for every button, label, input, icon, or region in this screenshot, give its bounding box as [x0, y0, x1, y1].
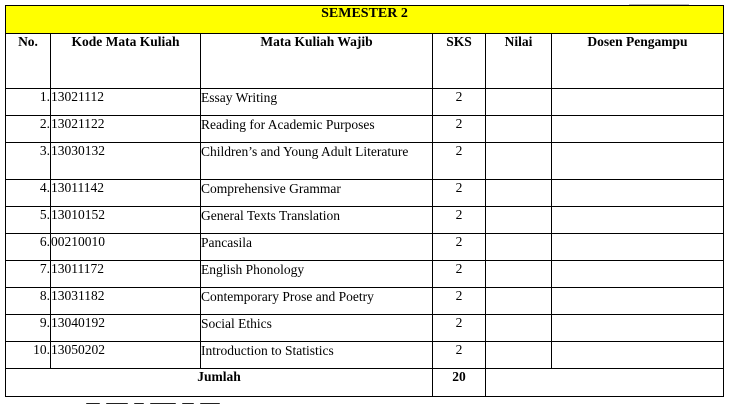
- row-kode: 13010152: [51, 207, 201, 234]
- row-no: 1.: [6, 89, 51, 116]
- row-mata-kuliah: General Texts Translation: [201, 207, 433, 234]
- row-mata-kuliah: Social Ethics: [201, 315, 433, 342]
- row-dosen: [552, 342, 724, 369]
- row-nilai: [486, 207, 552, 234]
- table-row: [6, 288, 724, 315]
- row-mata-kuliah: Essay Writing: [201, 89, 433, 116]
- table-row: [6, 234, 724, 261]
- table-row: [6, 207, 724, 234]
- header-kode: Kode Mata Kuliah: [51, 34, 201, 89]
- row-dosen: [552, 143, 724, 180]
- total-label: Jumlah: [6, 369, 433, 397]
- row-nilai: [486, 315, 552, 342]
- row-nilai: [486, 234, 552, 261]
- row-sks: 2: [433, 315, 486, 342]
- row-mata-kuliah: Introduction to Statistics: [201, 342, 433, 369]
- table-row: [6, 180, 724, 207]
- header-sks: SKS: [433, 34, 486, 89]
- row-dosen: [552, 89, 724, 116]
- table-row: [6, 143, 724, 180]
- row-sks: 2: [433, 143, 486, 180]
- row-sks: 2: [433, 261, 486, 288]
- row-no: 4.: [6, 180, 51, 207]
- row-mata-kuliah: Children’s and Young Adult Literature: [201, 143, 433, 180]
- table-row: [6, 116, 724, 143]
- row-sks: 2: [433, 116, 486, 143]
- page-fragment-bottom: [86, 394, 286, 404]
- row-kode: 13011172: [51, 261, 201, 288]
- row-no: 5.: [6, 207, 51, 234]
- table-row: [6, 342, 724, 369]
- row-kode: 13021122: [51, 116, 201, 143]
- row-no: 8.: [6, 288, 51, 315]
- row-no: 2.: [6, 116, 51, 143]
- row-no: 9.: [6, 315, 51, 342]
- header-dosen: Dosen Pengampu: [552, 34, 724, 89]
- row-dosen: [552, 116, 724, 143]
- row-kode: 13031182: [51, 288, 201, 315]
- row-kode: 13030132: [51, 143, 201, 180]
- row-sks: 2: [433, 234, 486, 261]
- header-nilai: Nilai: [486, 34, 552, 89]
- row-nilai: [486, 288, 552, 315]
- row-no: 10.: [6, 342, 51, 369]
- row-mata-kuliah: Comprehensive Grammar: [201, 180, 433, 207]
- row-dosen: [552, 261, 724, 288]
- row-nilai: [486, 261, 552, 288]
- row-kode: 13040192: [51, 315, 201, 342]
- row-kode: 13050202: [51, 342, 201, 369]
- row-mata-kuliah: Reading for Academic Purposes: [201, 116, 433, 143]
- row-nilai: [486, 143, 552, 180]
- row-nilai: [486, 116, 552, 143]
- semester-header-row: [6, 6, 724, 34]
- table-row: [6, 261, 724, 288]
- row-dosen: [552, 207, 724, 234]
- row-sks: 2: [433, 288, 486, 315]
- row-no: 7.: [6, 261, 51, 288]
- header-no: No.: [6, 34, 51, 89]
- total-sks: 20: [433, 369, 486, 397]
- row-mata-kuliah: English Phonology: [201, 261, 433, 288]
- table-row: [6, 315, 724, 342]
- row-dosen: [552, 315, 724, 342]
- row-sks: 2: [433, 180, 486, 207]
- row-sks: 2: [433, 342, 486, 369]
- row-dosen: [552, 180, 724, 207]
- header-mata-kuliah: Mata Kuliah Wajib: [201, 34, 433, 89]
- table-row: [6, 89, 724, 116]
- row-kode: 13021112: [51, 89, 201, 116]
- row-dosen: [552, 288, 724, 315]
- row-sks: 2: [433, 207, 486, 234]
- row-mata-kuliah: Pancasila: [201, 234, 433, 261]
- row-nilai: [486, 342, 552, 369]
- row-sks: 2: [433, 89, 486, 116]
- row-kode: 00210010: [51, 234, 201, 261]
- row-kode: 13011142: [51, 180, 201, 207]
- semester-title: SEMESTER 2: [6, 6, 724, 34]
- row-no: 3.: [6, 143, 51, 180]
- row-nilai: [486, 89, 552, 116]
- row-mata-kuliah: Contemporary Prose and Poetry: [201, 288, 433, 315]
- course-table: [5, 5, 724, 397]
- row-no: 6.: [6, 234, 51, 261]
- column-header-row: [6, 34, 724, 89]
- total-empty: [486, 369, 724, 397]
- row-nilai: [486, 180, 552, 207]
- row-dosen: [552, 234, 724, 261]
- total-row: [6, 369, 724, 397]
